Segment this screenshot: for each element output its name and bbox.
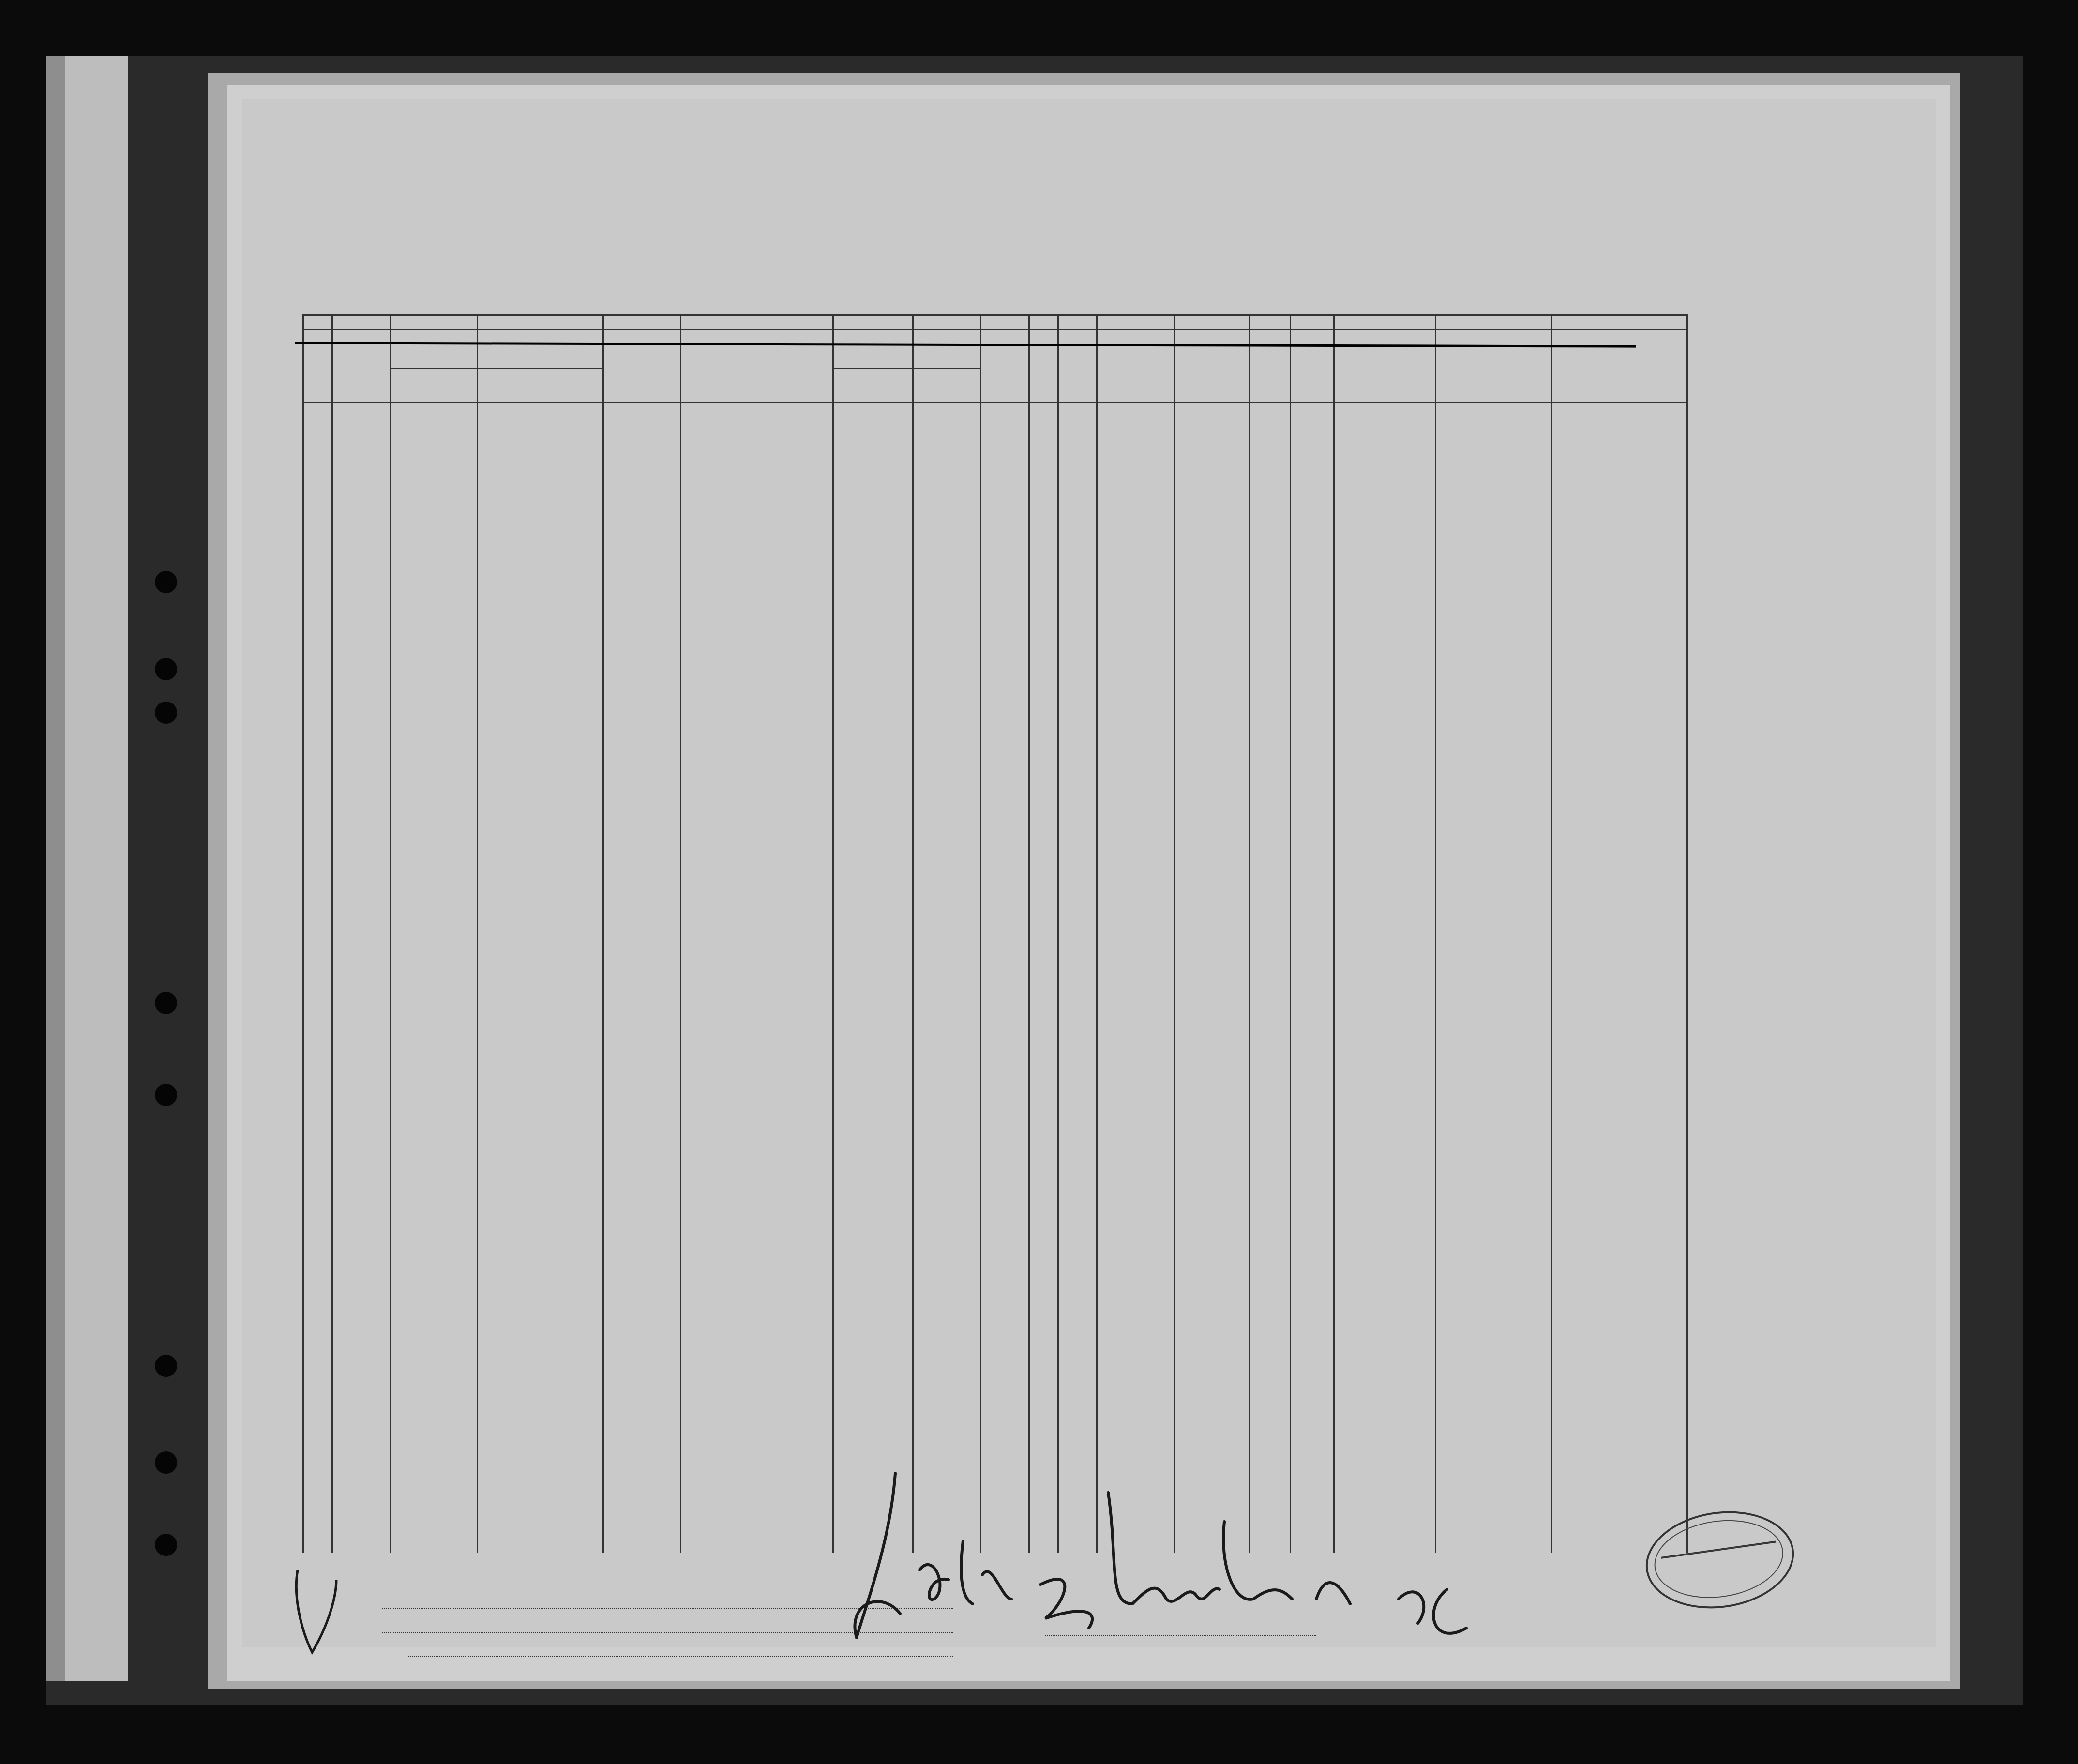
binding-strip (46, 56, 128, 1681)
column-rule (1249, 314, 1250, 1553)
signature-scribble (837, 1444, 1515, 1647)
column-rule (1096, 314, 1098, 1553)
column-rule (680, 314, 681, 1553)
sub-header-rule (832, 368, 980, 369)
column-rule (602, 314, 604, 1553)
column-rule (302, 314, 304, 1553)
handwritten-mark (288, 1560, 346, 1657)
binding-fold (46, 56, 65, 1681)
vessel-line (310, 271, 1907, 295)
handwritten-mark-scribble (288, 1560, 346, 1657)
punch-hole (155, 571, 177, 593)
column-rule (832, 314, 834, 1553)
column-rule (1057, 314, 1059, 1553)
header-rule (302, 314, 1686, 316)
local-agents-field (407, 1656, 953, 1657)
header-rule (302, 402, 1686, 403)
column-rule (1290, 314, 1291, 1553)
punch-hole (155, 658, 177, 680)
header-rule (302, 329, 1686, 330)
punch-hole (155, 1451, 177, 1474)
punch-hole (155, 702, 177, 724)
column-rule (1333, 314, 1335, 1553)
column-rule (331, 314, 333, 1553)
manifest-page (242, 99, 1936, 1647)
column-rule (1028, 314, 1030, 1553)
column-rule (390, 314, 391, 1553)
punch-hole (155, 992, 177, 1014)
column-rule (980, 314, 981, 1553)
inspector-signature (837, 1444, 1515, 1647)
column-rule (1174, 314, 1175, 1553)
punch-hole (155, 1084, 177, 1106)
column-rule (1435, 314, 1436, 1553)
column-rule (1551, 314, 1552, 1553)
column-rule (477, 314, 478, 1553)
sub-header-rule (390, 368, 602, 369)
column-rule (912, 314, 914, 1553)
column-rule (1686, 314, 1688, 1553)
punch-hole (155, 1534, 177, 1556)
punch-hole (155, 1355, 177, 1377)
sheet-number (1884, 152, 1890, 179)
crew-table (302, 314, 1875, 1553)
